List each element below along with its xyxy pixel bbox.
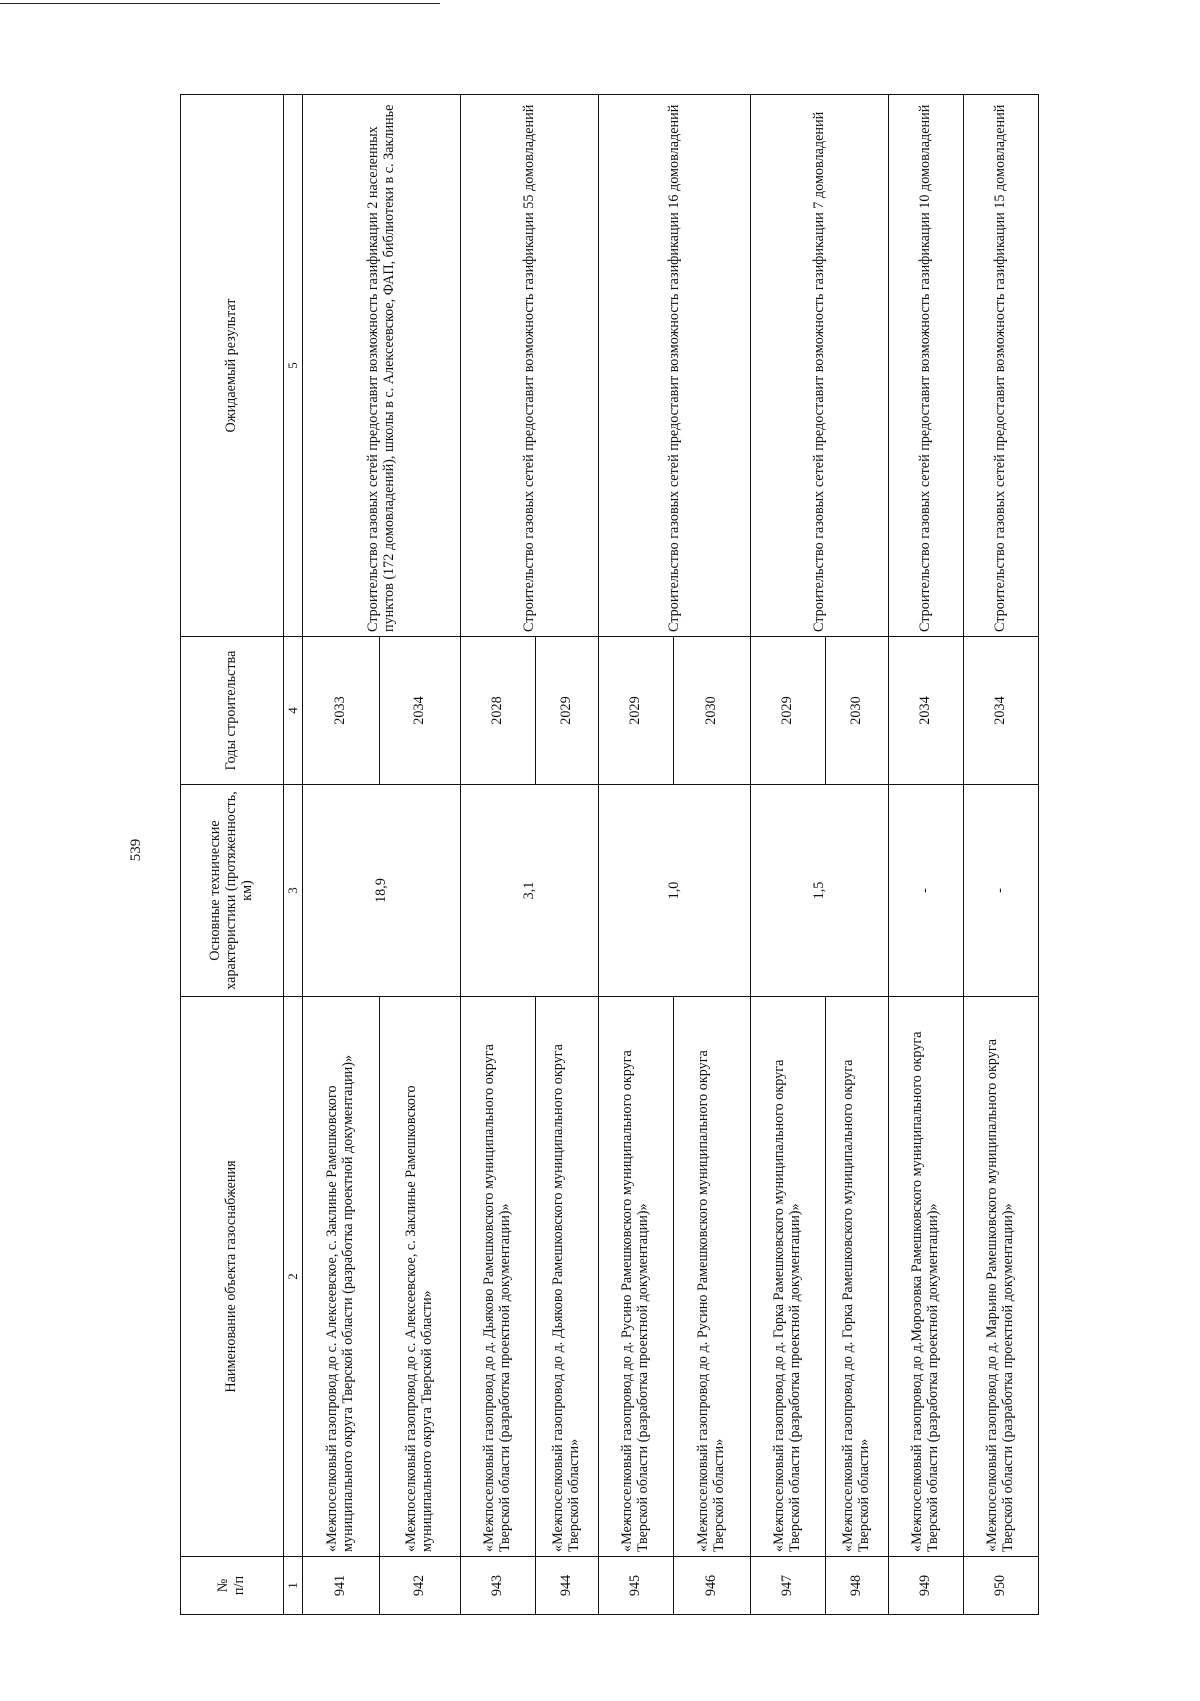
header-name: Наименование объекта газоснабжения bbox=[181, 997, 284, 1557]
column-numbers-row bbox=[284, 95, 303, 1615]
construction-year: 2030 bbox=[826, 637, 889, 785]
row-number: 941 bbox=[303, 1557, 380, 1615]
gas-supply-objects-table bbox=[180, 94, 1039, 1615]
column-number: 3 bbox=[284, 785, 303, 997]
expected-result: Строительство газовых сетей предоставит возможность газификации 55 домовладений bbox=[461, 95, 599, 637]
construction-year: 2029 bbox=[599, 637, 674, 785]
spec-length: 1,0 bbox=[599, 785, 751, 997]
spec-length: 18,9 bbox=[303, 785, 461, 997]
construction-year: 2034 bbox=[889, 637, 964, 785]
header-num: № п/п bbox=[181, 1557, 284, 1615]
header-specs: Основные технические характеристики (протяженность, км) bbox=[181, 785, 284, 997]
construction-year: 2029 bbox=[751, 637, 826, 785]
column-number: 4 bbox=[284, 637, 303, 785]
object-name: «Межпоселковый газопровод до д. Дьяково Рамешковского муниципального округа Тверской области (разработка проектной документации)» bbox=[461, 997, 536, 1557]
object-name: «Межпоселковый газопровод до д.Морозовка Рамешковского муниципального округа Тверской области (разработка проектной документации)» bbox=[889, 997, 964, 1557]
construction-year: 2028 bbox=[461, 637, 536, 785]
object-name: «Межпоселковый газопровод до с. Алексеевское, с. Заклинье Рамешковского муниципального округа Тверской области» bbox=[380, 997, 461, 1557]
spec-length: - bbox=[889, 785, 964, 997]
construction-year: 2030 bbox=[674, 637, 751, 785]
row-number: 946 bbox=[674, 1557, 751, 1615]
row-number: 944 bbox=[536, 1557, 599, 1615]
object-name: «Межпоселковый газопровод до д. Марьино Рамешковского муниципального округа Тверской области (разработка проектной документации)» bbox=[964, 997, 1039, 1557]
table-row bbox=[461, 95, 536, 1615]
rotated-page-content bbox=[180, 95, 1125, 1615]
object-name: «Межпоселковый газопровод до д. Горка Рамешковского муниципального округа Тверской области (разработка проектной документации)» bbox=[751, 997, 826, 1557]
spec-length: - bbox=[964, 785, 1039, 997]
page-number: 539 bbox=[128, 838, 144, 862]
scan-edge-line bbox=[0, 3, 440, 4]
column-number: 2 bbox=[284, 997, 303, 1557]
spec-length: 1,5 bbox=[751, 785, 889, 997]
table-row bbox=[303, 95, 380, 1615]
row-number: 949 bbox=[889, 1557, 964, 1615]
row-number: 945 bbox=[599, 1557, 674, 1615]
construction-year: 2033 bbox=[303, 637, 380, 785]
row-number: 948 bbox=[826, 1557, 889, 1615]
row-number: 943 bbox=[461, 1557, 536, 1615]
table-row bbox=[599, 95, 674, 1615]
object-name: «Межпоселковый газопровод до с. Алексеевское, с. Заклинье Рамешковского муниципального округа Тверской области (разработка проектной документации)» bbox=[303, 997, 380, 1557]
expected-result: Строительство газовых сетей предоставит возможность газификации 7 домовладений bbox=[751, 95, 889, 637]
table-header-row bbox=[181, 95, 284, 1615]
expected-result: Строительство газовых сетей предоставит возможность газификации 15 домовладений bbox=[964, 95, 1039, 637]
construction-year: 2034 bbox=[380, 637, 461, 785]
expected-result: Строительство газовых сетей предоставит возможность газификации 2 населенных пунктов (172 домовладений), школы в с. Алексеевское, ФАП, библиотеки в с. Заклинье bbox=[303, 95, 461, 637]
header-result: Ожидаемый результат bbox=[181, 95, 284, 637]
row-number: 950 bbox=[964, 1557, 1039, 1615]
row-number: 942 bbox=[380, 1557, 461, 1615]
construction-year: 2029 bbox=[536, 637, 599, 785]
expected-result: Строительство газовых сетей предоставит возможность газификации 16 домовладений bbox=[599, 95, 751, 637]
object-name: «Межпоселковый газопровод до д. Русино Рамешковского муниципального округа Тверской области» bbox=[674, 997, 751, 1557]
table-row bbox=[889, 95, 964, 1615]
object-name: «Межпоселковый газопровод до д. Горка Рамешковского муниципального округа Тверской области» bbox=[826, 997, 889, 1557]
spec-length: 3,1 bbox=[461, 785, 599, 997]
table-row bbox=[751, 95, 826, 1615]
object-name: «Межпоселковый газопровод до д. Русино Рамешковского муниципального округа Тверской области (разработка проектной документации)» bbox=[599, 997, 674, 1557]
column-number: 1 bbox=[284, 1557, 303, 1615]
header-years: Годы строительства bbox=[181, 637, 284, 785]
object-name: «Межпоселковый газопровод до д. Дьяково Рамешковского муниципального округа Тверской области» bbox=[536, 997, 599, 1557]
construction-year: 2034 bbox=[964, 637, 1039, 785]
table-row bbox=[964, 95, 1039, 1615]
expected-result: Строительство газовых сетей предоставит возможность газификации 10 домовладений bbox=[889, 95, 964, 637]
row-number: 947 bbox=[751, 1557, 826, 1615]
column-number: 5 bbox=[284, 95, 303, 637]
